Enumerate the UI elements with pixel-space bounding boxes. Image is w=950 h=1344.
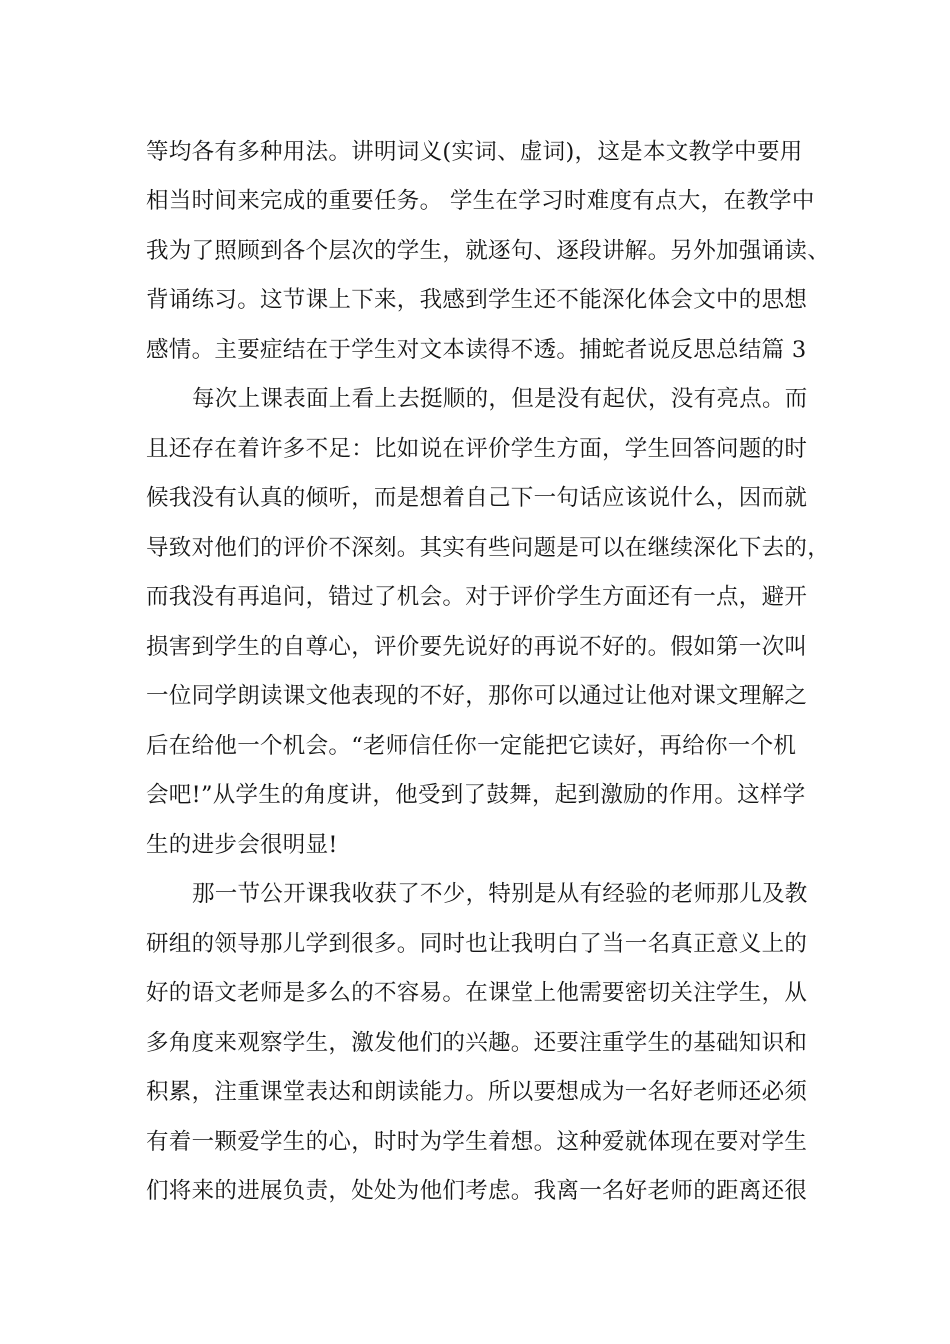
text-line: 损害到学生的自尊心，评价要先说好的再说不好的。假如第一次叫: [146, 634, 808, 660]
text-line: 等均各有多种用法。讲明词义(实词、虚词)，这是本文教学中要用: [146, 139, 803, 165]
text-line: 我为了照顾到各个层次的学生，就逐句、逐段讲解。另外加强诵读、: [146, 238, 831, 264]
text-line: 相当时间来完成的重要任务。 学生在学习时难度有点大，在教学中: [146, 188, 815, 214]
text-line: 们将来的进展负责，处处为他们考虑。我离一名好老师的距离还很: [146, 1178, 808, 1204]
text-line: 好的语文老师是多么的不容易。在课堂上他需要密切关注学生，从: [146, 980, 808, 1006]
text-line: 导致对他们的评价不深刻。其实有些问题是可以在继续深化下去的，: [146, 535, 831, 561]
text-line: 感情。主要症结在于学生对文本读得不透。捕蛇者说反思总结篇 3: [146, 337, 807, 363]
text-line: 一位同学朗读课文他表现的不好，那你可以通过让他对课文理解之: [146, 683, 808, 709]
text-line: 且还存在着许多不足：比如说在评价学生方面，学生回答问题的时: [146, 436, 808, 462]
text-line: 候我没有认真的倾听，而是想着自己下一句话应该说什么，因而就: [146, 485, 808, 511]
paragraph-first-line: 那一节公开课我收获了不少，特别是从有经验的老师那儿及教: [192, 881, 808, 907]
text-line: 研组的领导那儿学到很多。同时也让我明白了当一名真正意义上的: [146, 931, 808, 957]
paragraph-first-line: 每次上课表面上看上去挺顺的，但是没有起伏，没有亮点。而: [192, 386, 808, 412]
text-line: 多角度来观察学生，激发他们的兴趣。还要注重学生的基础知识和: [146, 1030, 808, 1056]
text-line: 有着一颗爱学生的心，时时为学生着想。这种爱就体现在要对学生: [146, 1129, 808, 1155]
text-line: 积累，注重课堂表达和朗读能力。所以要想成为一名好老师还必须: [146, 1079, 808, 1105]
text-line: 背诵练习。这节课上下来，我感到学生还不能深化体会文中的思想: [146, 287, 808, 313]
text-line: 会吧!”从学生的角度讲，他受到了鼓舞，起到激励的作用。这样学: [146, 782, 806, 808]
text-line: 生的进步会很明显!: [146, 832, 338, 858]
text-line: 后在给他一个机会。“老师信任你一定能把它读好，再给你一个机: [146, 733, 797, 759]
text-line: 而我没有再追问，错过了机会。对于评价学生方面还有一点，避开: [146, 584, 808, 610]
